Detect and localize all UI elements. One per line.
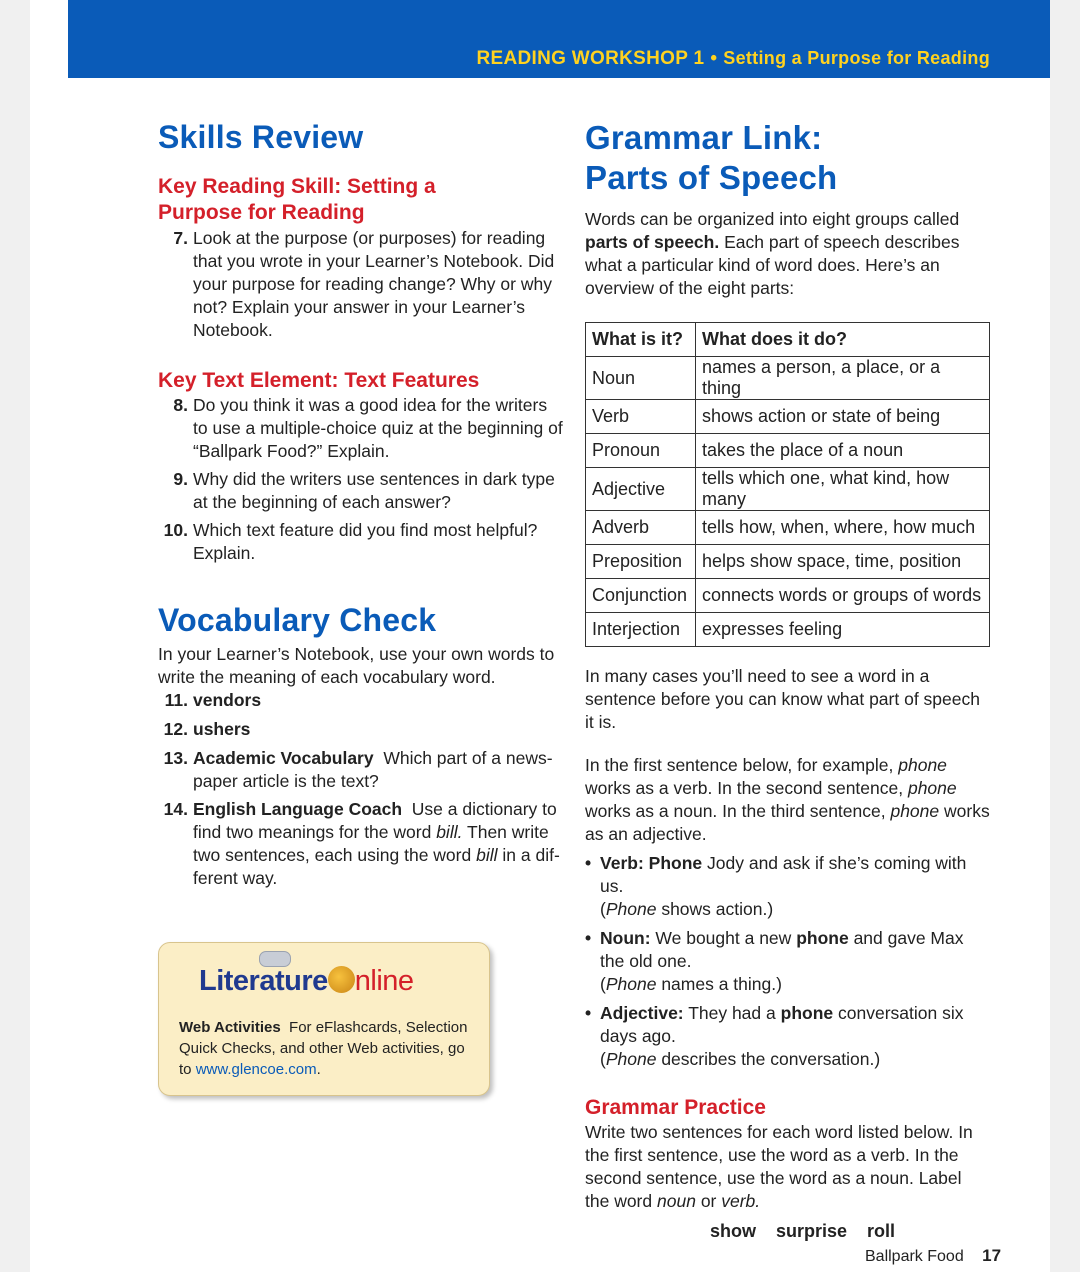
- question-11: [158, 689, 563, 712]
- question-14: [158, 798, 563, 890]
- key-reading-skill-heading-line2: Purpose for Reading: [158, 201, 365, 224]
- table-row: [586, 579, 990, 613]
- intro-text: Each part of speech describes what a particular kind of word does. Here’s an overview of the eight parts:: [585, 232, 960, 298]
- question-text: Which text feature did you find most helpful? Explain.: [193, 520, 538, 563]
- table-cell: shows action or state of being: [696, 400, 990, 434]
- example-verb: • Verb: Phone Jody and ask if she’s coming with us. (Phone shows action.): [585, 852, 990, 921]
- example-label: Adjective:: [600, 1003, 684, 1023]
- table-cell: tells how, when, where, how much: [696, 511, 990, 545]
- question-list-reading: [158, 227, 563, 342]
- key-reading-skill-heading: [158, 174, 563, 226]
- grammar-practice-heading: Grammar Practice: [585, 1096, 766, 1119]
- para-text: works as a verb. In the second sentence,: [585, 778, 904, 798]
- left-column: [158, 118, 563, 890]
- question-number: 9.: [173, 469, 188, 489]
- footer-title: Ballpark Food: [865, 1248, 964, 1265]
- table-header-row: [586, 323, 990, 357]
- example-text: They had a: [688, 1003, 776, 1023]
- question-number: 13.: [163, 748, 188, 768]
- literature-online-logo: [199, 965, 414, 998]
- example-note: shows action.): [661, 899, 774, 919]
- question-number: 10.: [163, 520, 188, 540]
- grammar-intro: [585, 208, 990, 300]
- question-list-text-features: [158, 394, 563, 565]
- grammar-link-heading: [585, 118, 990, 198]
- table-header: What is it?: [586, 323, 696, 357]
- table-cell: Adjective: [586, 468, 696, 511]
- para-word: phone: [907, 778, 957, 798]
- practice-word-list: [585, 1221, 990, 1242]
- question-text: Then write two sentences, each using the word: [193, 822, 549, 865]
- example-text: and gave Max the old one.: [600, 928, 964, 971]
- vocabulary-check-heading: Vocabulary Check: [158, 602, 437, 638]
- skills-review-heading: Skills Review: [158, 119, 364, 155]
- practice-word: noun: [657, 1191, 696, 1211]
- example-note: names a thing.): [661, 974, 782, 994]
- practice-word-surprise: surprise: [775, 1221, 848, 1241]
- example-text: conversation six days ago.: [600, 1003, 964, 1046]
- table-row: [586, 357, 990, 400]
- intro-bold: parts of speech.: [585, 232, 720, 252]
- table-row: [586, 434, 990, 468]
- grammar-link-heading-line2: Parts of Speech: [585, 159, 838, 196]
- table-cell: connects words or groups of words: [696, 579, 990, 613]
- grammar-para-example: [585, 754, 990, 846]
- link-period: .: [316, 1061, 321, 1078]
- example-note-word: Phone: [605, 899, 657, 919]
- table-row: [586, 511, 990, 545]
- example-label: Verb:: [600, 853, 644, 873]
- section-banner: [68, 0, 1050, 78]
- table-row: [586, 468, 990, 511]
- example-label: Noun:: [600, 928, 651, 948]
- table-cell: Adverb: [586, 511, 696, 545]
- example-text: We bought a new: [655, 928, 792, 948]
- web-activities-text: [179, 1017, 479, 1080]
- grammar-link-heading-line1: Grammar Link:: [585, 119, 823, 156]
- question-word: bill.: [436, 822, 463, 842]
- question-word: bill: [476, 845, 498, 865]
- logo-text: nline: [354, 965, 414, 997]
- table-cell: helps show space, time, position: [696, 545, 990, 579]
- question-number: 7.: [173, 228, 188, 248]
- question-text: Look at the purpose (or purposes) for reading that you wrote in your Learner’s Notebook. Did your purpose for reading change? Why or why not? Explain your answer in your Learner’s Notebook.: [193, 228, 555, 340]
- question-text: Use a dictionary to find two meanings for the word: [193, 799, 557, 842]
- banner-subtitle: Setting a Purpose for Reading: [723, 48, 990, 68]
- question-label: Academic Vocabulary: [193, 748, 374, 768]
- question-8: [158, 394, 563, 463]
- example-word: Phone: [648, 853, 703, 873]
- question-9: [158, 468, 563, 514]
- key-text-element-heading: Key Text Element: Text Features: [158, 369, 480, 392]
- example-text: Jody and ask if she’s coming with us.: [600, 853, 967, 896]
- para-word: phone: [890, 801, 940, 821]
- table-cell: Interjection: [586, 613, 696, 647]
- table-cell: Pronoun: [586, 434, 696, 468]
- practice-word: verb.: [721, 1191, 761, 1211]
- practice-word-show: show: [709, 1221, 756, 1241]
- table-cell: Noun: [586, 357, 696, 400]
- table-cell: Verb: [586, 400, 696, 434]
- question-10: [158, 519, 563, 565]
- vocabulary-word: vendors: [193, 690, 262, 710]
- practice-text: or: [700, 1191, 717, 1211]
- question-text: Do you think it was a good idea for the writers to use a multiple-choice quiz at the beginning of “Ballpark Food?” Explain.: [193, 395, 563, 461]
- question-label: English Language Coach: [193, 799, 403, 819]
- example-note-word: Phone: [605, 974, 657, 994]
- web-activities-label: Web Activities: [179, 1019, 281, 1036]
- grammar-practice-text: [585, 1121, 990, 1213]
- question-number: 14.: [163, 799, 188, 819]
- right-column: [585, 118, 990, 1242]
- table-row: [586, 613, 990, 647]
- table-cell: Preposition: [586, 545, 696, 579]
- table-row: [586, 545, 990, 579]
- para-text: works as an adjective.: [585, 801, 990, 844]
- page-footer: [865, 1246, 1001, 1266]
- table-cell: Conjunction: [586, 579, 696, 613]
- question-7: [158, 227, 563, 342]
- example-word: phone: [780, 1003, 834, 1023]
- vocabulary-list: [158, 689, 563, 890]
- para-word: phone: [898, 755, 947, 775]
- table-cell: names a person, a place, or a thing: [696, 357, 990, 400]
- vocabulary-word: ushers: [193, 719, 251, 739]
- banner-workshop-label: READING WORKSHOP 1: [476, 48, 705, 69]
- banner-separator: •: [710, 48, 718, 69]
- intro-text: Words can be organized into eight groups called: [585, 209, 960, 229]
- example-adjective: • Adjective: They had a phone conversation six days ago. (Phone describes the conversation.): [585, 1002, 990, 1071]
- question-12: [158, 718, 563, 741]
- key-reading-skill-heading-line1: Key Reading Skill: Setting a: [158, 175, 436, 198]
- page-number: 17: [982, 1246, 1002, 1265]
- table-header: What does it do?: [696, 323, 990, 357]
- glencoe-link[interactable]: www.glencoe.com: [195, 1061, 317, 1078]
- practice-text: Write two sentences for each word listed below. In the first sentence, use the word as a verb. In the second sentence, use the word as a noun. Label the word: [585, 1122, 973, 1211]
- example-noun: • Noun: We bought a new phone and gave Max the old one. (Phone names a thing.): [585, 927, 990, 996]
- table-row: [586, 400, 990, 434]
- grammar-para-context: In many cases you’ll need to see a word in a sentence before you can know what part of speech it is.: [585, 666, 980, 732]
- web-activities-description: For eFlashcards, Selection Quick Checks, and other Web activities, go to: [179, 1019, 468, 1078]
- practice-word-roll: roll: [867, 1221, 896, 1241]
- question-number: 8.: [173, 395, 188, 415]
- globe-icon: [328, 966, 355, 993]
- table-cell: takes the place of a noun: [696, 434, 990, 468]
- parts-of-speech-table: [585, 322, 990, 647]
- para-text: works as a noun. In the third sentence,: [585, 801, 886, 821]
- question-number: 12.: [163, 719, 188, 739]
- question-text: Which part of a news-paper article is the text?: [193, 748, 553, 791]
- example-word: phone: [796, 928, 849, 948]
- question-13: [158, 747, 563, 793]
- literature-online-box: [158, 942, 490, 1096]
- logo-text: Literature: [199, 965, 328, 997]
- banner-title: [477, 48, 990, 70]
- question-text: Why did the writers use sentences in dark type at the beginning of each answer?: [193, 469, 555, 512]
- para-text: In the first sentence below, for example,: [585, 755, 894, 775]
- question-text: in a dif-ferent way.: [193, 845, 560, 888]
- vocabulary-intro: In your Learner’s Notebook, use your own words to write the meaning of each vocabulary word.: [158, 644, 555, 687]
- table-cell: tells which one, what kind, how many: [696, 468, 990, 511]
- example-note: describes the conversation.): [661, 1049, 881, 1069]
- table-cell: expresses feeling: [696, 613, 990, 647]
- example-note-word: Phone: [605, 1049, 657, 1069]
- question-number: 11.: [164, 690, 188, 710]
